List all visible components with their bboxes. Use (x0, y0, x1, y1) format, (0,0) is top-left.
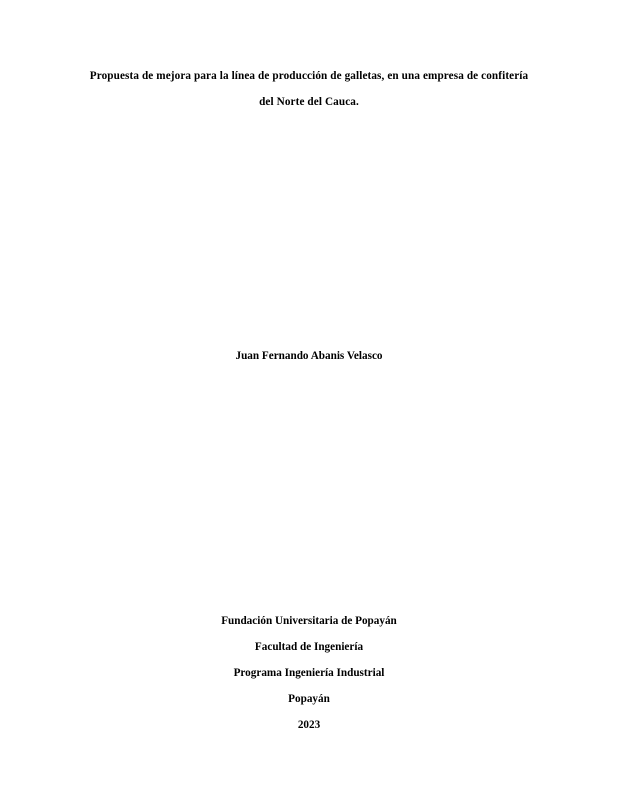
program-name: Programa Ingeniería Industrial (233, 667, 385, 679)
institution-name: Fundación Universitaria de Popayán (221, 615, 397, 627)
faculty-name: Facultad de Ingeniería (254, 641, 364, 653)
title-line-2: del Norte del Cauca. (259, 96, 359, 108)
author-name: Juan Fernando Abanis Velasco (235, 350, 383, 362)
document-institution-block (68, 608, 550, 738)
document-author (68, 343, 550, 369)
title-line-1: Propuesta de mejora para la línea de producción de galletas, en una empresa de confitería (89, 70, 529, 82)
city-name: Popayán (288, 693, 330, 705)
document-title (68, 63, 550, 115)
year: 2023 (297, 719, 321, 731)
